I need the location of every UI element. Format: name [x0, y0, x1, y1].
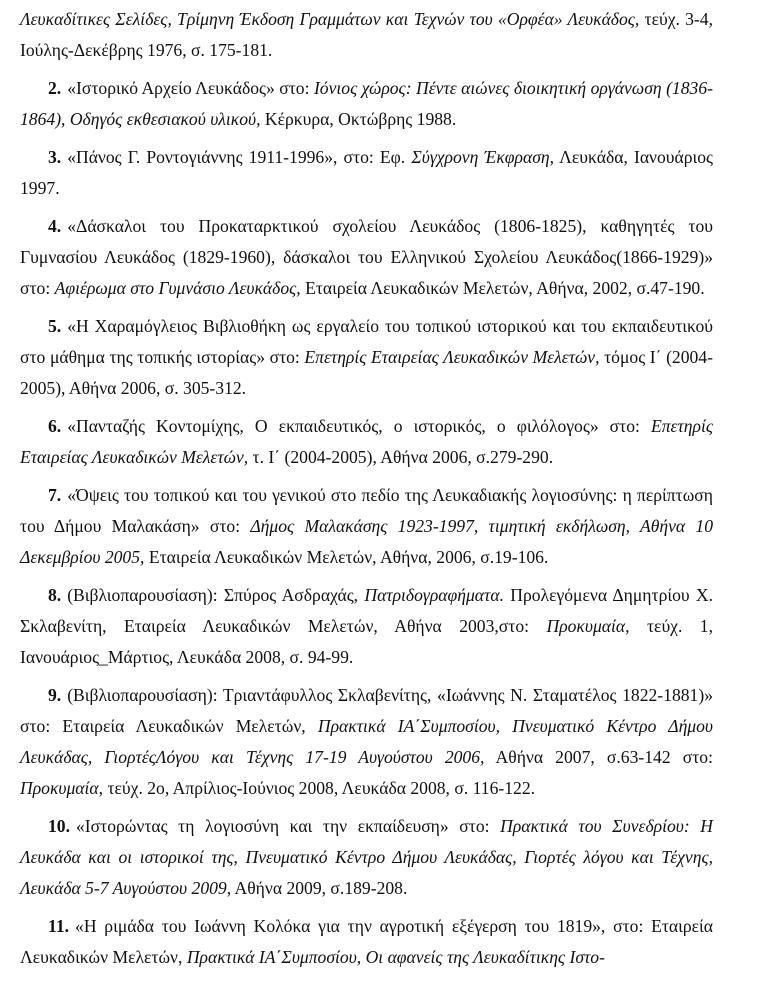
entry-text: τεύχ. 1, Ιανουάριος_Μάρτιος, Λευκάδα 2008, σ. 94-99. [20, 616, 713, 667]
entry-italic-text: Πρακτικά ΙΑ΄Συμποσίου, Οι αφανείς της Λευκαδίτικης Ιστο- [186, 947, 605, 967]
bibliography-entry [20, 680, 713, 804]
entry-text: , Λευκάδα, Ιανουάριος 1997. [20, 147, 714, 198]
entry-italic-text: Σύγχρονη Έκφραση [411, 147, 550, 167]
entry-text: τόμος Ι΄ (2004-2005), Αθήνα 2006, σ. 305-312. [20, 347, 713, 398]
entry-number: 9. [48, 685, 62, 705]
entry-italic-text: Πρακτικά ΙΑ΄Συμποσίου, Πνευματικό Κέντρο Δήμου Λευκάδας, ΓιορτέςΛόγου και Τέχνης 17-19 Αυγούστου 2006, [20, 716, 714, 767]
entry-text: (Βιβλιοπαρουσίαση): Τριαντάφυλλος Σκλαβενίτης, «Ιωάννης Ν. Σταματέλος 1822-1881)» στο: Εταιρεία Λευκαδικών Μελετών, [20, 685, 713, 736]
entry-italic-text: Επετηρίς Εταιρείας Λευκαδικών Μελετών, [20, 416, 713, 467]
entry-number: 7. [48, 485, 62, 505]
entry-number: 5. [48, 316, 62, 336]
entry-text: Προλεγόμενα Δημητρίου Χ. Σκλαβενίτη, Εταιρεία Λευκαδικών Μελετών, Αθήνα 2003,στο: [20, 585, 713, 636]
bibliography-entry [20, 311, 713, 404]
bibliography-entry [20, 411, 713, 473]
entry-text: τεύχ. 3-4, Ιούλης-Δεκέβρης 1976, σ. 175-181. [20, 9, 713, 60]
entry-text: (Βιβλιοπαρουσίαση): Σπύρος Ασδραχάς, [67, 585, 365, 605]
entry-text: «Ιστορώντας τη λογιοσύνη και την εκπαίδευση» στο: [76, 816, 501, 836]
bibliography-entry [20, 911, 713, 973]
entry-number: 2. [48, 78, 62, 98]
entry-text: «Η ριμάδα του Ιωάννη Κολόκα για την αγροτική εξέγερση του 1819», στο: Εταιρεία Λευκαδικών Μελετών, [20, 916, 713, 967]
entry-text: «Ιστορικό Αρχείο Λευκάδος» στο: [67, 78, 314, 98]
entry-text: , Αθήνα 2009, σ.189-208. [226, 878, 408, 898]
entry-text: Εταιρεία Λευκαδικών Μελετών, Αθήνα, 2006, σ.19-106. [144, 547, 549, 567]
bibliography-entry-continuation [20, 4, 713, 66]
entry-italic-text: Πρακτικά του Συνεδρίου: Η Λευκάδα και οι ιστορικοί της, Πνευματικό Κέντρο Δήμου Λευκάδας, Γιορτές λόγου και Τέχνης, Λευκάδα 5-7 Αυγούστου 2009 [20, 816, 713, 898]
entry-italic-text: Αφιέρωμα στο Γυμνάσιο Λευκάδος, [54, 278, 301, 298]
bibliography-entry [20, 811, 713, 904]
entry-italic-text: Ιόνιος χώρος: Πέντε αιώνες διοικητική οργάνωση (1836-1864), Οδηγός εκθεσιακού υλικού, [20, 78, 713, 129]
entry-text: «Πάνος Γ. Ροντογιάννης 1911-1996», στο: Εφ. [67, 147, 412, 167]
entry-italic-text: Επετηρίς Εταιρείας Λευκαδικών Μελετών, [304, 347, 600, 367]
entry-number: 11. [48, 916, 70, 936]
entry-italic-text: Λευκαδίτικες Σελίδες, Τρίμηνη Έκδοση Γραμμάτων και Τεχνών του «Ορφέα» Λευκάδος, [20, 9, 640, 29]
entry-number: 6. [48, 416, 62, 436]
entry-italic-text: Προκυμαία [20, 778, 99, 798]
entry-text: «Όψεις του τοπικού και του γενικού στο πεδίο της Λευκαδιακής λογιοσύνης: η περίπτωση του Δήμου Μαλακάση» στο: [20, 485, 713, 536]
bibliography-entry [20, 142, 713, 204]
entry-number: 10. [48, 816, 70, 836]
entry-text: «Η Χαραμόγλειος Βιβλιοθήκη ως εργαλείο του τοπικού ιστορικού και του εκπαιδευτικού στο μάθημα της τοπικής ιστορίας» στο: [20, 316, 713, 367]
entry-number: 3. [48, 147, 62, 167]
entry-text: , τεύχ. 2ο, Απρίλιος-Ιούνιος 2008, Λευκάδα 2008, σ. 116-122. [98, 778, 536, 798]
entry-text: Αθήνα 2007, σ.63-142 στο: [484, 747, 713, 767]
entry-text: Κέρκυρα, Οκτώβρης 1988. [260, 109, 457, 129]
bibliography-entry [20, 211, 713, 304]
bibliography-entry [20, 73, 713, 135]
entry-text: «Πανταζής Κοντομίχης, Ο εκπαιδευτικός, ο ιστορικός, ο φιλόλογος» στο: [67, 416, 651, 436]
bibliography-entry [20, 480, 713, 573]
entry-number: 4. [48, 216, 62, 236]
entry-italic-text: Προκυμαία, [546, 616, 630, 636]
entry-text: «Δάσκαλοι του Προκαταρκτικού σχολείου Λευκάδος (1806-1825), καθηγητές του Γυμνασίου Λευκάδος (1829-1960), δάσκαλοι του Ελληνικού Σχολείου Λευκάδος(1866-1929)» στο: [20, 216, 713, 298]
entry-italic-text: Πατριδογραφήματα. [364, 585, 504, 605]
entry-number: 8. [48, 585, 62, 605]
entry-italic-text: Δήμος Μαλακάσης 1923-1997, τιμητική εκδήλωση, Αθήνα 10 Δεκεμβρίου 2005, [20, 516, 713, 567]
entry-text: Εταιρεία Λευκαδικών Μελετών, Αθήνα, 2002, σ.47-190. [300, 278, 705, 298]
bibliography-entry [20, 580, 713, 673]
entry-text: τ. Ι΄ (2004-2005), Αθήνα 2006, σ.279-290. [248, 447, 554, 467]
